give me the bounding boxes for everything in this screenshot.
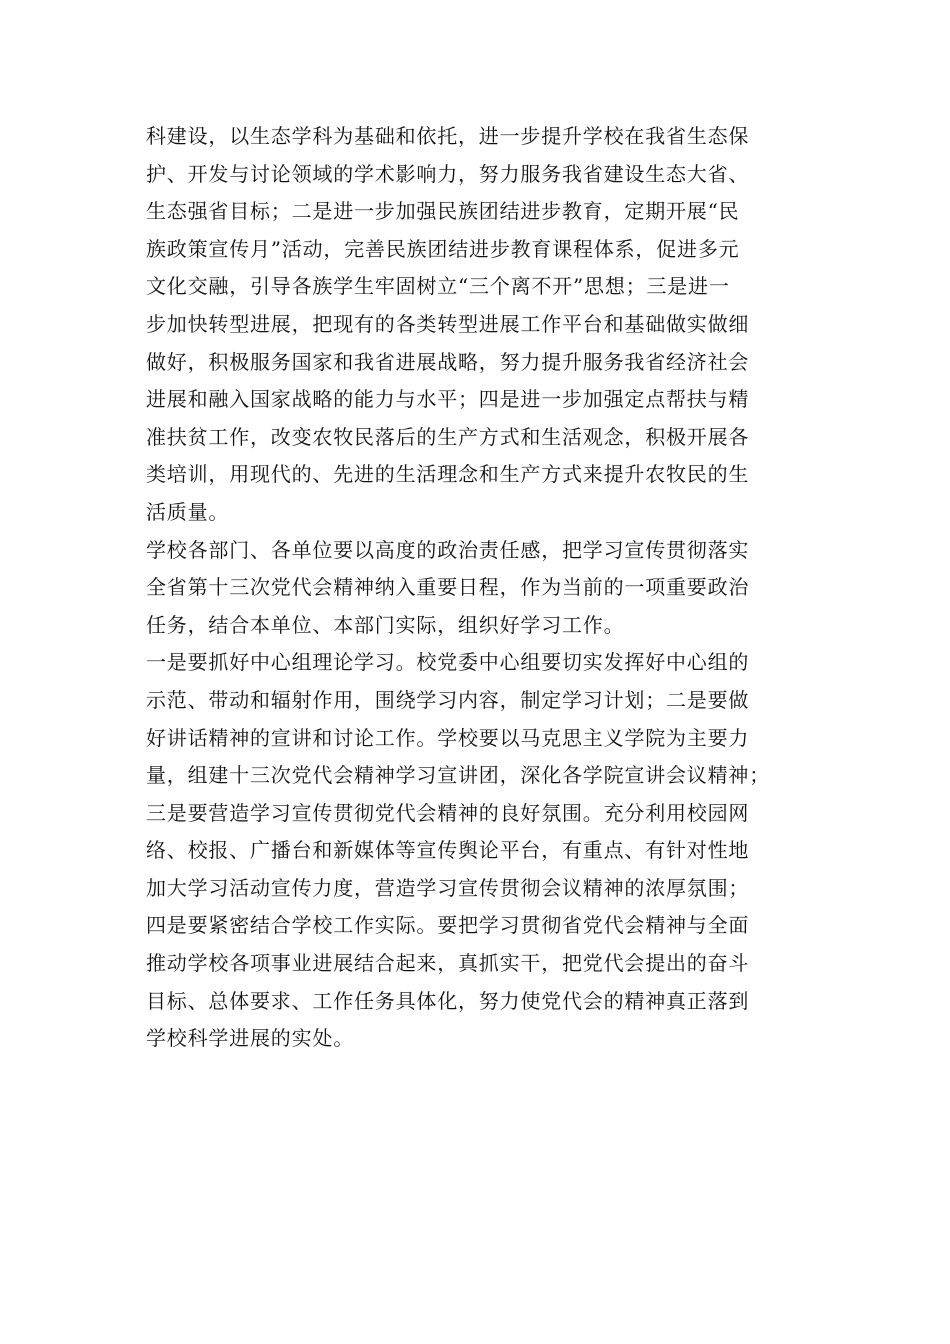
text-line: 护、开发与讨论领域的学术影响力，努力服务我省建设生态大省、	[146, 161, 750, 186]
text-line: 络、校报、广播台和新媒体等宣传舆论平台，有重点、有针对性地	[146, 838, 750, 863]
text-line: 步加快转型进展，把现有的各类转型进展工作平台和基础做实做细	[146, 311, 750, 336]
paragraph-2	[146, 532, 808, 645]
text-line: 做好，积极服务国家和我省进展战略，努力提升服务我省经济社会	[146, 349, 750, 374]
text-line: 学校各部门、各单位要以高度的政治责任感，把学习宣传贯彻落实	[146, 537, 750, 562]
text-line: 类培训，用现代的、先进的生活理念和生产方式来提升农牧民的生	[146, 462, 750, 487]
document-body	[146, 118, 808, 1058]
text-line: 生态强省目标；二是进一步加强民族团结进步教育，定期开展“民	[146, 199, 740, 224]
text-line: 族政策宣传月”活动，完善民族团结进步教育课程体系，促进多元	[146, 236, 740, 261]
paragraph-1	[146, 118, 808, 532]
text-line: 示范、带动和辐射作用，围绕学习内容，制定学习计划；二是要做	[146, 687, 750, 712]
text-line: 推动学校各项事业进展结合起来，真抓实干，把党代会提出的奋斗	[146, 951, 750, 976]
text-line: 好讲话精神的宣讲和讨论工作。学校要以马克思主义学院为主要力	[146, 725, 750, 750]
text-line: 量，组建十三次党代会精神学习宣讲团，深化各学院宣讲会议精神；	[146, 763, 770, 788]
paragraph-3	[146, 644, 808, 1058]
text-line: 全省第十三次党代会精神纳入重要日程，作为当前的一项重要政治	[146, 575, 750, 600]
text-line: 准扶贫工作，改变农牧民落后的生产方式和生活观念，积极开展各	[146, 424, 750, 449]
text-line: 三是要营造学习宣传贯彻党代会精神的良好氛围。充分利用校园网	[146, 800, 750, 825]
text-line: 任务，结合本单位、本部门实际，组织好学习工作。	[146, 612, 625, 637]
text-line: 四是要紧密结合学校工作实际。要把学习贯彻省党代会精神与全面	[146, 913, 750, 938]
text-line: 加大学习活动宣传力度，营造学习宣传贯彻会议精神的浓厚氛围；	[146, 875, 750, 900]
text-line: 活质量。	[146, 499, 230, 524]
text-line: 科建设，以生态学科为基础和依托，进一步提升学校在我省生态保	[146, 124, 750, 148]
text-line: 一是要抓好中心组理论学习。校党委中心组要切实发挥好中心组的	[146, 650, 750, 675]
text-line: 学校科学进展的实处。	[146, 1026, 354, 1051]
text-line: 文化交融，引导各族学生牢固树立“三个离不开”思想；三是进一	[146, 274, 730, 299]
text-line: 目标、总体要求、工作任务具体化，努力使党代会的精神真正落到	[146, 988, 750, 1013]
text-line: 进展和融入国家战略的能力与水平；四是进一步加强定点帮扶与精	[146, 387, 750, 412]
